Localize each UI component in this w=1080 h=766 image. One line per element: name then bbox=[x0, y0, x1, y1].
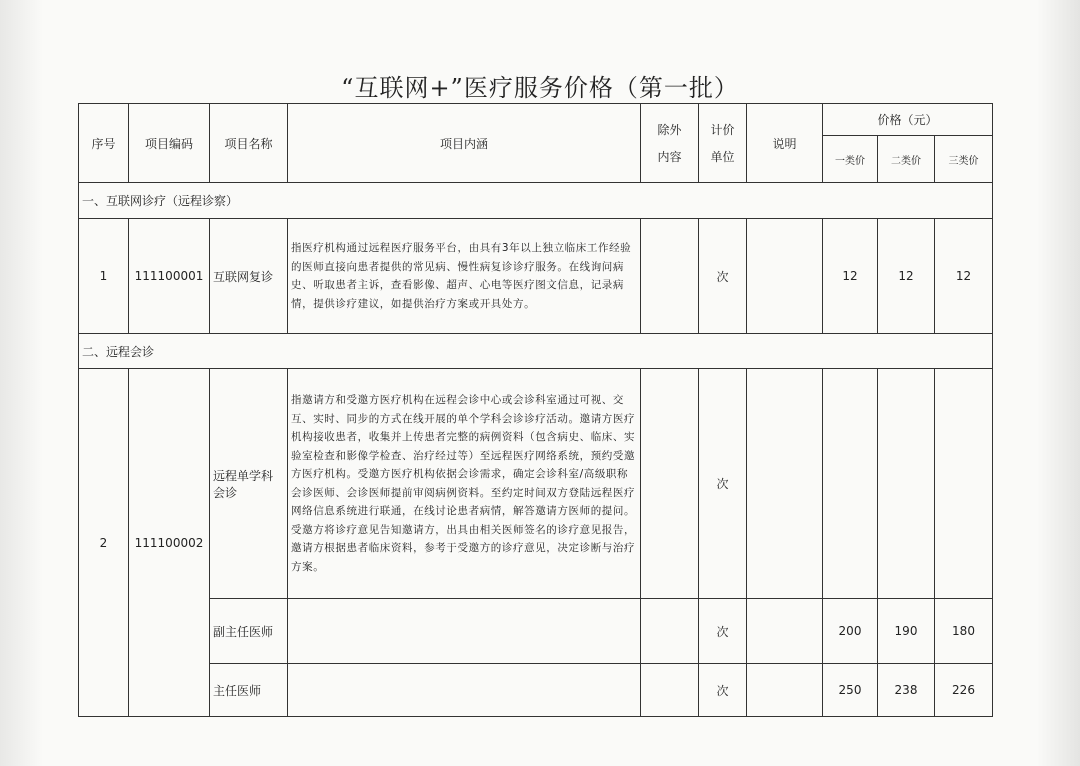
header-price-1: 一类价 bbox=[823, 136, 878, 183]
header-seq: 序号 bbox=[79, 104, 129, 183]
row-price-2: 12 bbox=[878, 219, 935, 334]
row-content: 指邀请方和受邀方医疗机构在远程会诊中心或会诊科室通过可视、交互、实时、同步的方式在线开展的单个学科会诊诊疗活动。邀请方医疗机构接收患者，收集并上传患者完整的病例资料（包含病史、临床、实验室检查和影像学检查、治疗经过等）至远程医疗网络系统，预约受邀方医疗机构。受邀方医疗机构依据会诊需求，确定会诊科室/高级职称会诊医师、会诊医师提前审阅病例资料。至约定时间双方登陆远程医疗网络信息系统进行联通，在线讨论患者病情，解答邀请方医师的提问。受邀方将诊疗意见告知邀请方，出具由相关医师签名的诊疗意见报告，邀请方根据患者临床资料，参考于受邀方的诊疗意见，决定诊断与治疗方案。 bbox=[288, 369, 641, 599]
header-unit-line2: 单位 bbox=[710, 150, 735, 164]
header-exclusion bbox=[641, 104, 699, 183]
header-unit-line1: 计价 bbox=[710, 123, 735, 137]
row-code: 111100002 bbox=[129, 369, 210, 717]
header-price-3: 三类价 bbox=[935, 136, 993, 183]
row-exclusion bbox=[641, 369, 699, 599]
sub-note bbox=[747, 664, 823, 717]
row-unit: 次 bbox=[699, 219, 747, 334]
row-price-3: 12 bbox=[935, 219, 993, 334]
sub-unit: 次 bbox=[699, 599, 747, 664]
section-row bbox=[79, 183, 993, 219]
sub-content bbox=[288, 599, 641, 664]
row-price-1: 12 bbox=[823, 219, 878, 334]
sub-name: 副主任医师 bbox=[210, 599, 288, 664]
section-row bbox=[79, 334, 993, 369]
header-price-2: 二类价 bbox=[878, 136, 935, 183]
header-name: 项目名称 bbox=[210, 104, 288, 183]
header-excl-line1: 除外 bbox=[657, 123, 682, 137]
sub-name: 主任医师 bbox=[210, 664, 288, 717]
sub-price-1: 200 bbox=[823, 599, 878, 664]
header-note: 说明 bbox=[747, 104, 823, 183]
sub-price-2: 238 bbox=[878, 664, 935, 717]
sub-note bbox=[747, 599, 823, 664]
sub-row bbox=[79, 664, 993, 717]
row-unit: 次 bbox=[699, 369, 747, 599]
row-price-1 bbox=[823, 369, 878, 599]
section-title: 一、互联网诊疗（远程诊察） bbox=[79, 183, 993, 219]
sub-row bbox=[79, 599, 993, 664]
row-price-3 bbox=[935, 369, 993, 599]
row-note bbox=[747, 219, 823, 334]
section-title: 二、远程会诊 bbox=[79, 334, 993, 369]
row-seq: 1 bbox=[79, 219, 129, 334]
header-code: 项目编码 bbox=[129, 104, 210, 183]
table-row bbox=[79, 219, 993, 334]
header-content: 项目内涵 bbox=[288, 104, 641, 183]
row-code: 111100001 bbox=[129, 219, 210, 334]
sub-price-3: 226 bbox=[935, 664, 993, 717]
header-excl-line2: 内容 bbox=[657, 150, 682, 164]
sub-exclusion bbox=[641, 599, 699, 664]
price-table bbox=[78, 103, 993, 717]
sub-price-1: 250 bbox=[823, 664, 878, 717]
table-row bbox=[79, 369, 993, 599]
row-seq: 2 bbox=[79, 369, 129, 717]
row-price-2 bbox=[878, 369, 935, 599]
row-content: 指医疗机构通过远程医疗服务平台，由具有3年以上独立临床工作经验的医师直接向患者提供的常见病、慢性病复诊诊疗服务。在线询问病史、听取患者主诉，查看影像、超声、心电等医疗图文信息，记录病情，提供诊疗建议，如提供治疗方案或开具处方。 bbox=[288, 219, 641, 334]
sub-price-3: 180 bbox=[935, 599, 993, 664]
sub-unit: 次 bbox=[699, 664, 747, 717]
header-unit bbox=[699, 104, 747, 183]
header-row bbox=[79, 104, 993, 136]
sub-content bbox=[288, 664, 641, 717]
page-title: “互联网+”医疗服务价格（第一批） bbox=[341, 74, 739, 102]
sub-price-2: 190 bbox=[878, 599, 935, 664]
row-name: 远程单学科会诊 bbox=[210, 369, 288, 599]
sub-exclusion bbox=[641, 664, 699, 717]
row-name: 互联网复诊 bbox=[210, 219, 288, 334]
row-note bbox=[747, 369, 823, 599]
header-price: 价格（元） bbox=[823, 104, 993, 136]
row-exclusion bbox=[641, 219, 699, 334]
